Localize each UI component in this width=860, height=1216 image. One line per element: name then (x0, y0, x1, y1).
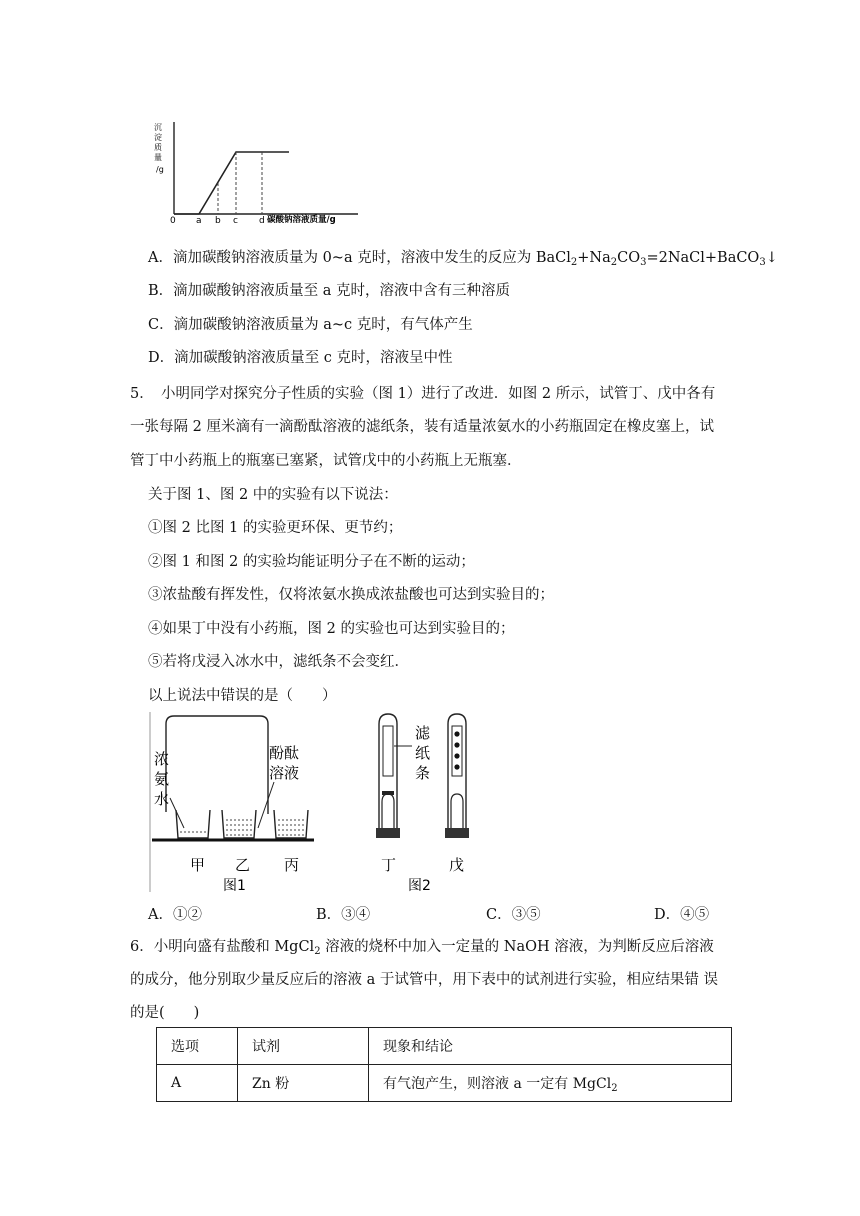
graph-tick-b: b (215, 216, 221, 226)
fig1-label-jia: 甲 (190, 856, 206, 874)
svg-text:量: 量 (154, 153, 162, 162)
graph-tick-c: c (233, 216, 238, 226)
q4-option-a: A．滴加碳酸钠溶液质量为 0~a 克时，溶液中发生的反应为 $BaCl_2+Na_2CO_3=2NaCl+BaCO_3↓$ (148, 250, 778, 268)
precipitate-graph (150, 118, 370, 228)
graph-ylabel: 沉 (154, 123, 162, 132)
q5-line-2: 一张每隔 2 厘米滴有一滴酚酞溶液的滤纸条，装有适量浓氨水的小药瓶固定在橡皮塞上，试 (130, 419, 714, 435)
q5-answer-d: D．④⑤ (654, 907, 710, 923)
q5-statement-2: ②图 1 和图 2 的实验均能证明分子在不断的运动； (148, 554, 475, 570)
svg-text:质: 质 (154, 143, 162, 152)
fig2-label-paper-2: 纸 (415, 744, 431, 762)
table-header-option: 选项 (157, 1028, 238, 1065)
graph-xlabel: 碳酸钠溶液质量/g (267, 215, 336, 225)
q5-answer-c: C．③⑤ (486, 907, 541, 923)
fig1-label-phenol-2: 溶液 (269, 764, 300, 782)
q5-statement-1: ①图 2 比图 1 的实验更环保、更节约； (148, 520, 403, 536)
table-cell-result: 有气泡产生，则溶液 a 一定有 MgCl$_2$ (369, 1065, 732, 1102)
fig1-label-ammonia-1: 浓 (154, 750, 170, 768)
fig1-caption: 图1 (223, 878, 246, 894)
fig1-label-ammonia-2: 氨 (154, 770, 170, 788)
svg-text:/g: /g (156, 165, 164, 174)
fig1-label-bing: 丙 (284, 856, 300, 874)
fig1-label-yi: 乙 (235, 856, 251, 874)
table-cell-reagent: Zn 粉 (238, 1065, 369, 1102)
q6-line-1: 6．小明向盛有盐酸和 MgCl$_2$ 溶液的烧杯中加入一定量的 NaOH 溶液，为判断反应后溶液 (130, 939, 714, 957)
q6-line-2: 的成分，他分别取少量反应后的溶液 a 于试管中，用下表中的试剂进行实验，相应结果错 误 (130, 972, 718, 988)
graph-origin: 0 (170, 216, 176, 226)
graph-tick-a: a (196, 216, 202, 226)
table-header-result: 现象和结论 (369, 1028, 732, 1065)
q5-intro: 关于图 1、图 2 中的实验有以下说法： (148, 487, 398, 503)
fig2-label-paper-3: 条 (415, 764, 431, 782)
q4-option-c: C．滴加碳酸钠溶液质量为 a~c 克时，有气体产生 (148, 317, 473, 333)
fig1-label-ammonia-3: 水 (154, 790, 170, 808)
fig2-caption: 图2 (408, 878, 431, 894)
svg-text:淀: 淀 (154, 133, 162, 142)
table-header-row (157, 1028, 732, 1065)
table-header-reagent: 试剂 (238, 1028, 369, 1065)
q4-option-d: D．滴加碳酸钠溶液质量至 c 克时，溶液呈中性 (148, 350, 453, 366)
q6-table (156, 1027, 732, 1102)
table-cell-option: A (157, 1065, 238, 1102)
fig2-label-ding: 丁 (381, 856, 397, 874)
table-row (157, 1065, 732, 1102)
fig1-label-phenol-1: 酚酞 (269, 744, 300, 762)
graph-tick-d: d (259, 216, 265, 226)
fig2-label-wu: 戊 (449, 856, 465, 874)
q5-statement-5: ⑤若将戊浸入冰水中，滤纸条不会变红． (148, 654, 409, 670)
q5-line-1: 5． 小明同学对探究分子性质的实验（图 1）进行了改进．如图 2 所示，试管丁、戊中各有 (130, 386, 716, 402)
q5-answer-b: B．③④ (316, 907, 371, 923)
figure-2 (360, 710, 510, 900)
q5-question: 以上说法中错误的是（ ） (148, 688, 337, 704)
q4-option-b: B．滴加碳酸钠溶液质量至 a 克时，溶液中含有三种溶质 (148, 283, 511, 299)
fig2-label-paper-1: 滤 (415, 724, 431, 742)
q6-line-3: 的是( ) (130, 1005, 200, 1021)
q5-statement-4: ④如果丁中没有小药瓶，图 2 的实验也可达到实验目的； (148, 621, 515, 637)
figure-1 (148, 710, 318, 900)
q5-statement-3: ③浓盐酸有挥发性，仅将浓氨水换成浓盐酸也可达到实验目的； (148, 587, 554, 603)
q5-line-3: 管丁中小药瓶上的瓶塞已塞紧，试管戊中的小药瓶上无瓶塞． (130, 453, 522, 469)
q5-answer-a: A．①② (148, 907, 202, 923)
